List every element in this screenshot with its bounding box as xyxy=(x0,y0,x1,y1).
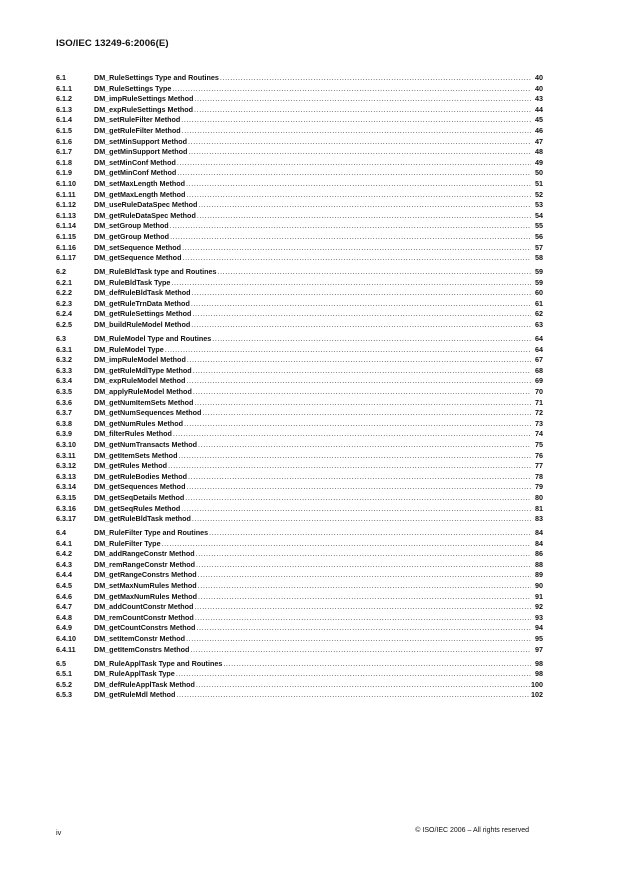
toc-entry-number: 6.1.7 xyxy=(56,147,72,157)
toc-entry-page: 74 xyxy=(535,429,543,439)
toc-section xyxy=(56,334,543,525)
dot-leader xyxy=(186,376,531,387)
toc-entry-title[interactable]: DM_getItemConstrs Method xyxy=(94,644,190,654)
toc-entry-title[interactable]: DM_expRuleSettings Method xyxy=(94,104,194,114)
toc-entry-title[interactable]: DM_getRuleMdlType Method xyxy=(94,365,192,375)
dot-leader xyxy=(186,179,531,190)
toc-entry[interactable] xyxy=(56,84,543,95)
toc-entry-page: 51 xyxy=(535,178,543,188)
dot-leader xyxy=(186,634,531,645)
dot-leader xyxy=(195,613,531,624)
dot-leader xyxy=(193,387,531,398)
toc-entry-page: 67 xyxy=(535,355,543,365)
toc-entry-page: 56 xyxy=(535,231,543,241)
dot-leader xyxy=(194,105,531,116)
dot-leader xyxy=(198,570,531,581)
toc-entry[interactable] xyxy=(56,581,543,592)
toc-entry-number: 6.3.12 xyxy=(56,461,76,471)
toc-entry-title[interactable]: DM_getMaxNumRules Method xyxy=(94,591,198,601)
dot-leader xyxy=(198,592,531,603)
toc-entry[interactable] xyxy=(56,278,543,289)
toc-entry-title[interactable]: DM_addRangeConstr Method xyxy=(94,549,195,559)
toc-entry-number: 6.1.4 xyxy=(56,115,72,125)
toc-entry-title[interactable]: DM_RuleApplTask Type and Routines xyxy=(94,658,223,668)
dot-leader xyxy=(190,645,531,656)
toc-entry-number: 6.3.10 xyxy=(56,439,76,449)
toc-entry[interactable] xyxy=(56,73,543,84)
toc-entry-page: 52 xyxy=(535,189,543,199)
toc-entry-number: 6.2.4 xyxy=(56,309,72,319)
toc-entry[interactable] xyxy=(56,472,543,483)
dot-leader xyxy=(186,482,531,493)
toc-entry[interactable] xyxy=(56,288,543,299)
toc-entry-page: 81 xyxy=(535,503,543,513)
toc-entry[interactable] xyxy=(56,190,543,201)
toc-entry-title[interactable]: DM_RuleFilter Type and Routines xyxy=(94,528,209,538)
table-of-contents xyxy=(56,73,543,704)
toc-entry-title[interactable]: DM_setMinSupport Method xyxy=(94,136,188,146)
toc-entry[interactable] xyxy=(56,345,543,356)
toc-entry-number: 6.1.17 xyxy=(56,253,76,263)
dot-leader xyxy=(178,451,531,462)
toc-entry-number: 6.4.4 xyxy=(56,570,72,580)
toc-section xyxy=(56,659,543,701)
toc-entry-page: 90 xyxy=(535,581,543,591)
toc-entry-number: 6.4.11 xyxy=(56,644,76,654)
toc-entry-number: 6.1.13 xyxy=(56,210,76,220)
toc-entry-title[interactable]: DM_setMaxNumRules Method xyxy=(94,581,197,591)
toc-entry-title[interactable]: DM_getNumTransacts Method xyxy=(94,439,198,449)
dot-leader xyxy=(170,221,531,232)
toc-entry[interactable] xyxy=(56,137,543,148)
toc-section xyxy=(56,73,543,264)
toc-entry-title[interactable]: DM_RuleModel Type xyxy=(94,344,164,354)
toc-entry-number: 6.5.3 xyxy=(56,690,72,700)
toc-entry-page: 57 xyxy=(535,242,543,252)
toc-entry-page: 48 xyxy=(535,147,543,157)
toc-entry-number: 6.3.13 xyxy=(56,471,76,481)
toc-entry-page: 47 xyxy=(535,136,543,146)
toc-entry-page: 69 xyxy=(535,376,543,386)
dot-leader xyxy=(198,581,531,592)
toc-entry-page: 80 xyxy=(535,492,543,502)
toc-entry-title[interactable]: DM_getSeqRules Method xyxy=(94,503,181,513)
toc-entry-page: 62 xyxy=(535,309,543,319)
toc-entry-title[interactable]: DM_expRuleModel Method xyxy=(94,376,186,386)
toc-entry-page: 60 xyxy=(535,288,543,298)
toc-entry-title[interactable]: DM_RuleSettings Type xyxy=(94,83,172,93)
toc-entry[interactable] xyxy=(56,366,543,377)
toc-entry[interactable] xyxy=(56,211,543,222)
dot-leader xyxy=(188,472,531,483)
toc-entry-number: 6.3.5 xyxy=(56,387,72,396)
dot-leader xyxy=(168,461,531,472)
document-header: ISO/IEC 13249-6:2006(E) xyxy=(56,38,169,49)
toc-entry-number: 6.1.8 xyxy=(56,157,72,167)
toc-entry-page: 86 xyxy=(535,549,543,559)
toc-entry[interactable] xyxy=(56,482,543,493)
dot-leader xyxy=(191,299,531,310)
dot-leader xyxy=(165,345,531,356)
toc-entry-title[interactable]: DM_getRules Method xyxy=(94,461,168,471)
toc-entry-page: 92 xyxy=(535,602,543,612)
toc-entry-page: 50 xyxy=(535,168,543,178)
toc-entry[interactable] xyxy=(56,232,543,243)
toc-entry-page: 58 xyxy=(535,253,543,263)
dot-leader xyxy=(196,549,531,560)
toc-entry-page: 72 xyxy=(535,408,543,418)
dot-leader xyxy=(197,211,531,222)
toc-entry-page: 54 xyxy=(535,210,543,220)
toc-entry[interactable] xyxy=(56,451,543,462)
toc-entry-number: 6.5.1 xyxy=(56,669,72,679)
toc-entry-page: 71 xyxy=(535,397,543,407)
toc-entry[interactable] xyxy=(56,690,543,701)
toc-entry-page: 55 xyxy=(535,221,543,231)
dot-leader xyxy=(217,267,531,278)
toc-entry-page: 73 xyxy=(535,418,543,428)
toc-entry-title[interactable]: DM_getItemSets Method xyxy=(94,450,178,460)
toc-entry[interactable] xyxy=(56,398,543,409)
toc-entry-number: 6.1.1 xyxy=(56,83,72,93)
toc-entry-page: 88 xyxy=(535,559,543,569)
toc-entry-title[interactable]: DM_RuleFilter Type xyxy=(94,538,161,548)
toc-entry-title[interactable]: DM_getRuleBodies Method xyxy=(94,471,188,481)
toc-entry[interactable] xyxy=(56,200,543,211)
toc-entry[interactable] xyxy=(56,253,543,264)
toc-entry[interactable] xyxy=(56,94,543,105)
toc-entry-page: 76 xyxy=(535,450,543,460)
toc-entry-number: 6.3.7 xyxy=(56,408,72,418)
toc-entry[interactable] xyxy=(56,659,543,670)
toc-entry-number: 6.3.3 xyxy=(56,365,72,375)
toc-entry-number: 6.1.5 xyxy=(56,125,72,135)
toc-entry-number: 6.4.3 xyxy=(56,559,72,569)
dot-leader xyxy=(188,147,531,158)
toc-entry-number: 6.1.3 xyxy=(56,104,72,114)
dot-leader xyxy=(182,126,531,137)
dot-leader xyxy=(177,168,531,179)
toc-entry[interactable] xyxy=(56,613,543,624)
toc-entry-title[interactable]: DM_getNumItemSets Method xyxy=(94,397,194,407)
toc-entry[interactable] xyxy=(56,570,543,581)
toc-entry[interactable] xyxy=(56,355,543,366)
toc-entry[interactable] xyxy=(56,147,543,158)
toc-entry[interactable] xyxy=(56,645,543,656)
toc-entry-page: 64 xyxy=(535,334,543,344)
dot-leader xyxy=(182,253,531,264)
toc-entry-number: 6.3.15 xyxy=(56,492,76,502)
toc-entry[interactable] xyxy=(56,408,543,419)
toc-entry-title[interactable]: DM_setGroup Method xyxy=(94,221,169,231)
toc-entry-number: 6.3.6 xyxy=(56,397,72,407)
toc-entry-title[interactable]: DM_filterRules Method xyxy=(94,429,172,439)
dot-leader xyxy=(172,84,531,95)
toc-entry-number: 6.4 xyxy=(56,528,66,538)
dot-leader xyxy=(170,232,531,243)
dot-leader xyxy=(185,493,531,504)
toc-entry-title[interactable]: DM_defRuleBldTask Method xyxy=(94,288,191,298)
toc-entry-number: 6.1.15 xyxy=(56,231,76,241)
dot-leader xyxy=(223,659,531,670)
dot-leader xyxy=(181,504,531,515)
toc-entry-page: 83 xyxy=(535,514,543,524)
toc-entry-page: 68 xyxy=(535,365,543,375)
toc-entry-number: 6.1.10 xyxy=(56,178,76,188)
toc-entry-page: 94 xyxy=(535,623,543,633)
dot-leader xyxy=(202,408,531,419)
toc-entry[interactable] xyxy=(56,429,543,440)
toc-entry[interactable] xyxy=(56,243,543,254)
toc-entry-number: 6.2 xyxy=(56,267,66,277)
toc-entry-number: 6.3.17 xyxy=(56,514,76,524)
toc-entry[interactable] xyxy=(56,115,543,126)
toc-entry-number: 6.3 xyxy=(56,334,66,344)
dot-leader xyxy=(192,288,531,299)
toc-entry-number: 6.3.14 xyxy=(56,482,76,492)
toc-section xyxy=(56,528,543,655)
toc-entry-title[interactable]: DM_getRuleFilter Method xyxy=(94,125,181,135)
dot-leader xyxy=(192,309,531,320)
toc-entry-number: 6.1.6 xyxy=(56,136,72,146)
toc-entry-number: 6.1.2 xyxy=(56,94,72,104)
toc-entry-number: 6.2.5 xyxy=(56,320,72,330)
dot-leader xyxy=(186,190,531,201)
toc-entry-page: 77 xyxy=(535,461,543,471)
toc-entry-page: 40 xyxy=(535,73,543,82)
toc-entry[interactable] xyxy=(56,634,543,645)
toc-entry-title[interactable]: DM_applyRuleModel Method xyxy=(94,387,192,396)
dot-leader xyxy=(194,94,531,105)
toc-entry-title[interactable]: DM_getMinConf Method xyxy=(94,168,177,178)
toc-entry-number: 6.1.16 xyxy=(56,242,76,252)
toc-entry-page: 53 xyxy=(535,200,543,210)
toc-entry-title[interactable]: DM_remCountConstr Method xyxy=(94,612,194,622)
toc-entry-page: 49 xyxy=(535,157,543,167)
dot-leader xyxy=(181,115,531,126)
toc-entry-number: 6.1.14 xyxy=(56,221,76,231)
toc-entry-number: 6.4.9 xyxy=(56,623,72,633)
toc-entry-number: 6.5 xyxy=(56,658,66,668)
toc-entry-title[interactable]: DM_getRuleDataSpec Method xyxy=(94,210,196,220)
dot-leader xyxy=(194,602,531,613)
toc-entry-title[interactable]: DM_getRuleMdl Method xyxy=(94,690,176,700)
toc-entry-title[interactable]: DM_RuleBldTask Type xyxy=(94,277,171,287)
toc-entry[interactable] xyxy=(56,549,543,560)
toc-entry-title[interactable]: DM_getNumRules Method xyxy=(94,418,184,428)
toc-entry-number: 6.2.2 xyxy=(56,288,72,298)
toc-entry-number: 6.1.12 xyxy=(56,200,76,210)
toc-section xyxy=(56,267,543,331)
toc-entry-page: 100 xyxy=(531,679,543,689)
toc-entry-page: 59 xyxy=(535,277,543,287)
toc-entry-title[interactable]: DM_getRangeConstrs Method xyxy=(94,570,197,580)
toc-entry[interactable] xyxy=(56,669,543,680)
toc-entry-number: 6.3.9 xyxy=(56,429,72,439)
toc-entry[interactable] xyxy=(56,592,543,603)
toc-entry-number: 6.1 xyxy=(56,73,66,82)
toc-entry-page: 75 xyxy=(535,439,543,449)
toc-entry-title[interactable]: DM_setMinConf Method xyxy=(94,157,176,167)
dot-leader xyxy=(187,355,531,366)
toc-entry-page: 64 xyxy=(535,344,543,354)
toc-entry[interactable] xyxy=(56,528,543,539)
toc-entry[interactable] xyxy=(56,560,543,571)
dot-leader xyxy=(198,440,531,451)
dot-leader xyxy=(191,320,531,331)
toc-entry-page: 97 xyxy=(535,644,543,654)
toc-entry[interactable] xyxy=(56,440,543,451)
toc-entry-number: 6.5.2 xyxy=(56,679,72,689)
toc-entry[interactable] xyxy=(56,168,543,179)
dot-leader xyxy=(212,334,531,345)
toc-entry-title[interactable]: DM_impRuleSettings Method xyxy=(94,94,194,104)
toc-entry-title[interactable]: DM_RuleApplTask Type xyxy=(94,669,175,679)
toc-entry-number: 6.1.9 xyxy=(56,168,72,178)
toc-entry[interactable] xyxy=(56,504,543,515)
toc-entry-page: 63 xyxy=(535,320,543,330)
dot-leader xyxy=(193,366,531,377)
toc-entry-title[interactable]: DM_getMaxLength Method xyxy=(94,189,186,199)
toc-entry[interactable] xyxy=(56,299,543,310)
toc-entry[interactable] xyxy=(56,419,543,430)
toc-entry-page: 84 xyxy=(535,538,543,548)
toc-entry-title[interactable]: DM_remRangeConstr Method xyxy=(94,559,196,569)
toc-entry-page: 89 xyxy=(535,570,543,580)
toc-entry-number: 6.4.7 xyxy=(56,602,72,612)
toc-entry[interactable] xyxy=(56,309,543,320)
toc-entry-page: 40 xyxy=(535,83,543,93)
toc-entry-title[interactable]: DM_setSequence Method xyxy=(94,242,182,252)
toc-entry-title[interactable]: DM_getCountConstrs Method xyxy=(94,623,196,633)
toc-entry-title[interactable]: DM_getRuleTrnData Method xyxy=(94,298,190,308)
toc-entry[interactable] xyxy=(56,539,543,550)
dot-leader xyxy=(196,560,531,571)
toc-entry-page: 78 xyxy=(535,471,543,481)
toc-entry-title[interactable]: DM_getRuleBldTask method xyxy=(94,514,191,524)
toc-entry-number: 6.3.1 xyxy=(56,344,72,354)
toc-entry-page: 44 xyxy=(535,104,543,114)
toc-entry-page: 84 xyxy=(535,528,543,538)
toc-entry-title[interactable]: DM_getSequences Method xyxy=(94,482,186,492)
toc-entry-title[interactable]: DM_buildRuleModel Method xyxy=(94,320,191,330)
toc-entry-number: 6.3.8 xyxy=(56,418,72,428)
dot-leader xyxy=(173,429,531,440)
toc-entry-title[interactable]: DM_getGroup Method xyxy=(94,231,170,241)
dot-leader xyxy=(192,514,531,525)
toc-entry-title[interactable]: DM_getSequence Method xyxy=(94,253,182,263)
toc-entry[interactable] xyxy=(56,680,543,691)
toc-entry-page: 45 xyxy=(535,115,543,125)
toc-entry[interactable] xyxy=(56,376,543,387)
toc-entry-number: 6.3.4 xyxy=(56,376,72,386)
dot-leader xyxy=(194,398,531,409)
toc-entry-page: 95 xyxy=(535,634,543,644)
toc-entry-page: 91 xyxy=(535,591,543,601)
toc-entry-page: 61 xyxy=(535,298,543,308)
toc-entry[interactable] xyxy=(56,320,543,331)
dot-leader xyxy=(171,278,531,289)
toc-entry-page: 43 xyxy=(535,94,543,104)
dot-leader xyxy=(196,680,530,691)
dot-leader xyxy=(184,419,531,430)
toc-entry-title[interactable]: DM_getSeqDetails Method xyxy=(94,492,185,502)
toc-entry-number: 6.3.2 xyxy=(56,355,72,365)
toc-entry-title[interactable]: DM_useRuleDataSpec Method xyxy=(94,200,198,210)
toc-entry-number: 6.4.5 xyxy=(56,581,72,591)
toc-entry[interactable] xyxy=(56,158,543,169)
page-number: iv xyxy=(56,828,62,837)
toc-entry[interactable] xyxy=(56,623,543,634)
toc-entry-number: 6.4.6 xyxy=(56,591,72,601)
toc-entry[interactable] xyxy=(56,105,543,116)
toc-entry-title[interactable]: DM_getRuleSettings Method xyxy=(94,309,192,319)
toc-entry-page: 59 xyxy=(535,267,543,277)
toc-entry[interactable] xyxy=(56,334,543,345)
toc-entry-number: 6.4.2 xyxy=(56,549,72,559)
dot-leader xyxy=(177,158,531,169)
toc-entry-number: 6.4.10 xyxy=(56,634,76,644)
toc-entry[interactable] xyxy=(56,267,543,278)
toc-entry[interactable] xyxy=(56,461,543,472)
toc-entry-title[interactable]: DM_impRuleModel Method xyxy=(94,355,186,365)
copyright-notice: © ISO/IEC 2006 – All rights reserved xyxy=(415,827,529,834)
toc-entry-number: 6.4.8 xyxy=(56,612,72,622)
toc-entry-page: 70 xyxy=(535,387,543,396)
toc-entry-title[interactable]: DM_addCountConstr Method xyxy=(94,602,194,612)
toc-entry[interactable] xyxy=(56,493,543,504)
dot-leader xyxy=(220,73,531,84)
dot-leader xyxy=(176,669,531,680)
toc-entry-number: 6.3.16 xyxy=(56,503,76,513)
dot-leader xyxy=(188,137,531,148)
toc-entry-number: 6.1.11 xyxy=(56,189,76,199)
toc-entry[interactable] xyxy=(56,602,543,613)
toc-entry-title[interactable]: DM_setRuleFilter Method xyxy=(94,115,181,125)
toc-entry-title[interactable]: DM_defRuleApplTask Method xyxy=(94,679,195,689)
toc-entry-number: 6.4.1 xyxy=(56,538,72,548)
toc-entry-title[interactable]: DM_RuleSettings Type and Routines xyxy=(94,73,219,82)
dot-leader xyxy=(209,528,531,539)
toc-entry-page: 46 xyxy=(535,125,543,135)
toc-entry[interactable] xyxy=(56,387,543,398)
dot-leader xyxy=(196,623,531,634)
toc-entry-number: 6.2.3 xyxy=(56,298,72,308)
toc-entry-title[interactable]: DM_RuleBldTask type and Routines xyxy=(94,267,217,277)
toc-entry-page: 79 xyxy=(535,482,543,492)
toc-entry-number: 6.3.11 xyxy=(56,450,76,460)
toc-entry-page: 102 xyxy=(531,690,543,700)
dot-leader xyxy=(182,243,531,254)
toc-entry-title[interactable]: DM_setMaxLength Method xyxy=(94,178,186,188)
toc-entry-title[interactable]: DM_getNumSequences Method xyxy=(94,408,202,418)
toc-entry[interactable] xyxy=(56,514,543,525)
dot-leader xyxy=(198,200,531,211)
toc-entry-page: 98 xyxy=(535,658,543,668)
toc-entry-page: 98 xyxy=(535,669,543,679)
dot-leader xyxy=(162,539,531,550)
toc-entry[interactable] xyxy=(56,126,543,137)
toc-entry[interactable] xyxy=(56,221,543,232)
toc-entry[interactable] xyxy=(56,179,543,190)
toc-entry-page: 93 xyxy=(535,612,543,622)
toc-entry-title[interactable]: DM_getMinSupport Method xyxy=(94,147,188,157)
dot-leader xyxy=(176,690,530,701)
toc-entry-number: 6.2.1 xyxy=(56,277,72,287)
toc-entry-title[interactable]: DM_RuleModel Type and Routines xyxy=(94,334,212,344)
toc-entry-title[interactable]: DM_setItemConstr Method xyxy=(94,634,186,644)
